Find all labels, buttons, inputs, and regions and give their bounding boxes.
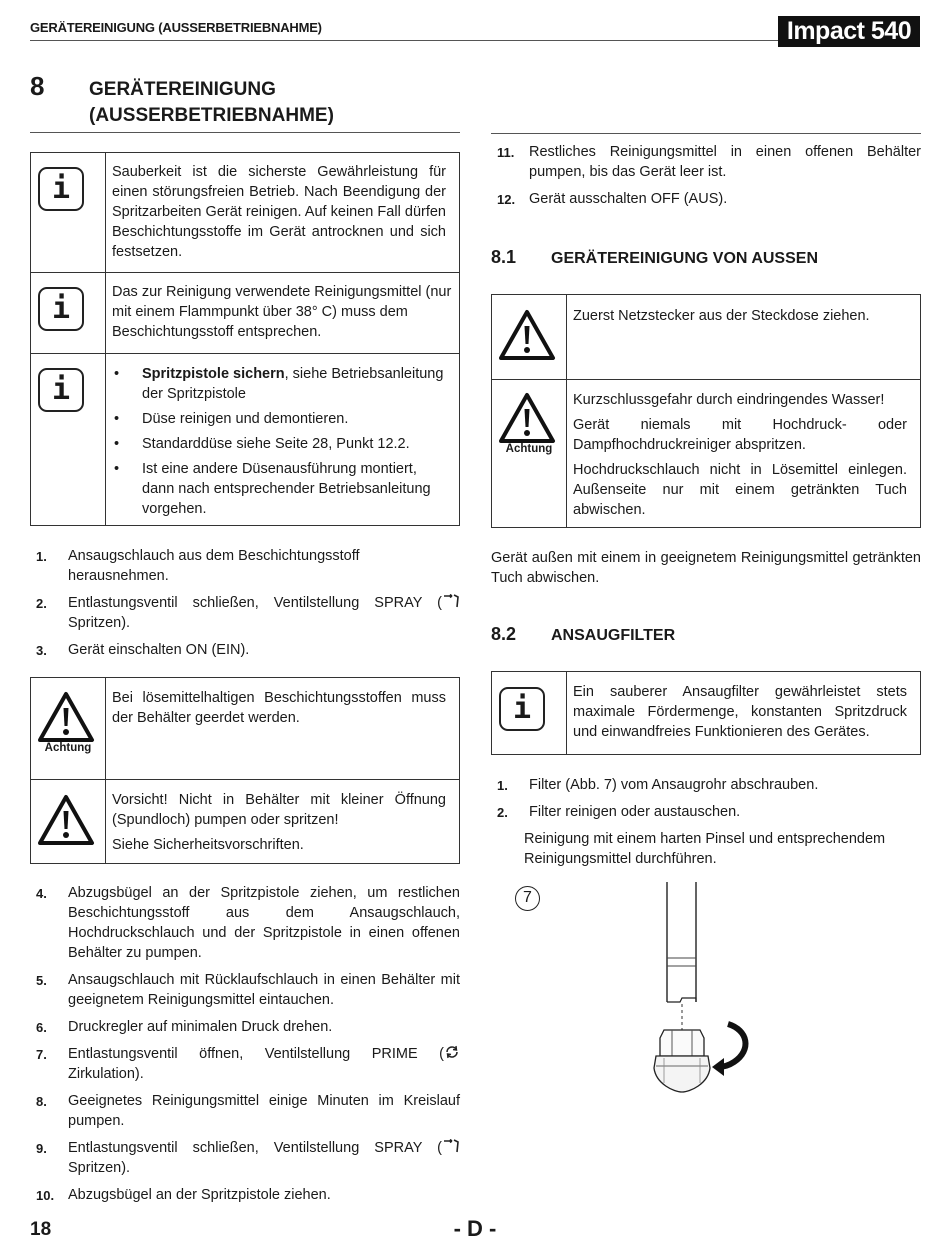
- step-text: Filter reinigen oder austauschen.: [529, 804, 741, 820]
- step-text: Gerät ausschalten OFF (AUS).: [529, 191, 728, 207]
- bullet-text: Standarddüse siehe Seite 28, Punkt 12.2.: [142, 436, 410, 452]
- step-text: Entlastungsventil schließen, Ventilstellung SPRAY (: [68, 1140, 442, 1156]
- filter-steps-list: [497, 775, 921, 876]
- warning-text-block: [112, 790, 446, 860]
- warning-text-block: [573, 390, 907, 525]
- chapter-title-line1: GERÄTEREINIGUNG: [89, 79, 276, 100]
- steps-list-continued: [36, 883, 460, 1212]
- info-bullet-list: [112, 364, 452, 524]
- bullet-text: Düse reinigen und demontieren.: [142, 411, 349, 427]
- warning-row: [31, 779, 459, 865]
- step-text: Ansaugschlauch mit Rücklaufschlauch in einen Behälter mit geeignetem Reinigungsmittel eintauchen.: [68, 972, 460, 1008]
- info-icon: i: [38, 287, 84, 331]
- language-marker: - D -: [453, 1216, 497, 1241]
- step-item: [36, 1017, 460, 1037]
- header-rule: [30, 40, 778, 41]
- warning-label: Achtung: [505, 443, 553, 455]
- warning-triangle-icon: [498, 392, 556, 444]
- step-number: 10.: [36, 1188, 55, 1203]
- step-text: Abzugsbügel an der Spritzpistole ziehen.: [68, 1187, 331, 1203]
- info-row: [31, 272, 459, 353]
- step-text-after: Zirkulation).: [68, 1066, 144, 1082]
- warning-text: Siehe Sicherheitsvorschriften.: [112, 837, 304, 853]
- info-text: Ein sauberer Ansaugfilter gewährleistet stets maximale Fördermenge, konstanten Spritzdruck und einwandfreies Funktionieren des Gerätes.: [573, 684, 907, 740]
- steps-list-start: [36, 546, 460, 667]
- section-number: 8.1: [491, 247, 517, 267]
- bullet-item: [112, 364, 452, 404]
- warning-text: Hochdruckschlauch nicht in Lösemittel einlegen. Außenseite nur mit einem getränkten Tuch abwischen.: [573, 462, 907, 518]
- figure-number: 7: [515, 886, 540, 911]
- step-item: [36, 970, 460, 1010]
- page-number: 18: [30, 1219, 52, 1240]
- step-number: 4.: [36, 886, 47, 901]
- running-header-title: GERÄTEREINIGUNG (AUSSERBETRIEBNAHME): [30, 20, 322, 35]
- warning-triangle-icon: [498, 309, 556, 361]
- brand-model-badge: Impact 540: [778, 16, 920, 47]
- step-text-after: Spritzen).: [68, 615, 131, 631]
- step-text: Entlastungsventil schließen, Ventilstellung SPRAY (: [68, 595, 442, 611]
- step-number: 5.: [36, 973, 47, 988]
- step-item: [36, 546, 460, 586]
- chapter-title-line2: (AUSSERBETRIEBNAHME): [89, 105, 334, 126]
- spray-mode-icon: [442, 1139, 460, 1153]
- bullet-dot: •: [114, 411, 120, 427]
- bullet-dot: •: [114, 461, 120, 477]
- step-item: [36, 1091, 460, 1131]
- step-text: Druckregler auf minimalen Druck drehen.: [68, 1019, 333, 1035]
- info-text: Sauberkeit ist die sicherste Gewährleistung für einen störungsfreien Betrieb. Nach Beendigung der Spritzarbeiten Gerät reinigen. Auf keinen Fall dürfen Beschichtungsstoffe im Gerät antrocknen und sich festsetzen.: [112, 164, 446, 260]
- bullet-bold: Spritzpistole sichern: [142, 366, 285, 382]
- bullet-dot: •: [114, 436, 120, 452]
- step-item: [36, 1044, 460, 1084]
- chapter-rule-left: [30, 132, 460, 133]
- spray-mode-icon: [442, 594, 460, 608]
- warning-triangle-icon: [37, 794, 95, 846]
- step-item: [36, 883, 460, 963]
- chapter-title: [89, 77, 334, 129]
- bullet-item: [112, 434, 452, 454]
- info-icon: i: [499, 687, 545, 731]
- info-icon: i: [38, 167, 84, 211]
- step-note-text: Reinigung mit einem harten Pinsel und entsprechendem Reinigungsmittel durchführen.: [524, 831, 886, 867]
- warning-row: [492, 379, 920, 529]
- step-item: [36, 593, 460, 633]
- step-number: 1.: [497, 778, 508, 793]
- step-text: Geeignetes Reinigungsmittel einige Minuten im Kreislauf pumpen.: [68, 1093, 460, 1129]
- section-number: 8.2: [491, 624, 517, 644]
- bullet-dot: •: [114, 366, 120, 382]
- warning-text: Gerät niemals mit Hochdruck- oder Dampfhochdruckreiniger abspritzen.: [573, 417, 907, 453]
- step-item: [36, 1185, 460, 1205]
- step-item: [36, 1138, 460, 1178]
- warning-table-exterior: [491, 294, 921, 528]
- step-number: 7.: [36, 1047, 47, 1062]
- exterior-cleaning-paragraph: Gerät außen mit einem in geeignetem Reinigungsmittel getränkten Tuch abwischen.: [491, 550, 921, 586]
- step-number: 2.: [497, 805, 508, 820]
- step-item: [497, 189, 921, 209]
- chapter-number: 8: [30, 71, 45, 101]
- step-item: [497, 775, 921, 795]
- step-item: [497, 142, 921, 182]
- warning-row: [492, 295, 920, 379]
- step-number: 11.: [497, 145, 515, 160]
- info-row: [31, 153, 459, 272]
- step-text: Filter (Abb. 7) vom Ansaugrohr abschrauben.: [529, 777, 819, 793]
- prime-circulation-icon: [444, 1044, 460, 1060]
- info-row: [31, 353, 459, 527]
- step-item: [497, 802, 921, 822]
- step-number: 6.: [36, 1020, 47, 1035]
- bullet-text: Ist eine andere Düsenausführung montiert, dann nach entsprechender Betriebsanleitung vorgehen.: [142, 461, 431, 517]
- warning-triangle-icon: [37, 691, 95, 743]
- section-title: GERÄTEREINIGUNG VON AUSSEN: [551, 250, 818, 267]
- info-text: Das zur Reinigung verwendete Reinigungsmittel (nur mit einem Flammpunkt über 38° C) muss dem Beschichtungsstoff entsprechen.: [112, 284, 452, 340]
- step-text: Ansaugschlauch aus dem Beschichtungsstoff herausnehmen.: [68, 548, 360, 584]
- warning-label: Achtung: [44, 742, 92, 754]
- section-title: ANSAUGFILTER: [551, 627, 676, 644]
- info-notice-table: [30, 152, 460, 526]
- step-text: Restliches Reinigungsmittel in einen offenen Behälter pumpen, bis das Gerät leer ist.: [529, 144, 921, 180]
- bullet-text: , siehe Betriebsanleitung der Spritzpistole: [142, 366, 444, 402]
- step-number: 12.: [497, 192, 516, 207]
- steps-list-end: [497, 142, 921, 216]
- bullet-item: [112, 409, 452, 429]
- warning-text: Bei lösemittelhaltigen Beschichtungsstoffen muss der Behälter geerdet werden.: [112, 690, 446, 726]
- warning-text: Vorsicht! Nicht in Behälter mit kleiner Öffnung (Spundloch) pumpen oder spritzen!: [112, 792, 446, 828]
- warning-row: [31, 678, 459, 779]
- step-number: 8.: [36, 1094, 47, 1109]
- info-notice-filter: [491, 671, 921, 755]
- bullet-item: [112, 459, 452, 519]
- step-text: Abzugsbügel an der Spritzpistole ziehen, um restlichen Beschichtungsstoff aus dem Ansaugschlauch, Hochdruckschlauch und der Spritzpistole in einen offenen Behälter zu pumpen.: [68, 885, 460, 961]
- step-number: 1.: [36, 549, 47, 564]
- step-text-after: Spritzen).: [68, 1160, 131, 1176]
- step-item: [36, 640, 460, 660]
- info-icon: i: [38, 368, 84, 412]
- step-number: 2.: [36, 596, 47, 611]
- table-divider: [566, 672, 567, 754]
- step-number: 3.: [36, 643, 47, 658]
- step-note: [497, 829, 921, 869]
- step-text: Gerät einschalten ON (EIN).: [68, 642, 250, 658]
- chapter-rule-right: [491, 133, 921, 134]
- filter-unscrew-illustration: [620, 878, 760, 1098]
- warning-text: Kurzschlussgefahr durch eindringendes Wasser!: [573, 392, 885, 408]
- warning-table: [30, 677, 460, 864]
- step-text: Entlastungsventil öffnen, Ventilstellung PRIME (: [68, 1046, 444, 1062]
- warning-text: Zuerst Netzstecker aus der Steckdose ziehen.: [573, 308, 870, 324]
- step-number: 9.: [36, 1141, 47, 1156]
